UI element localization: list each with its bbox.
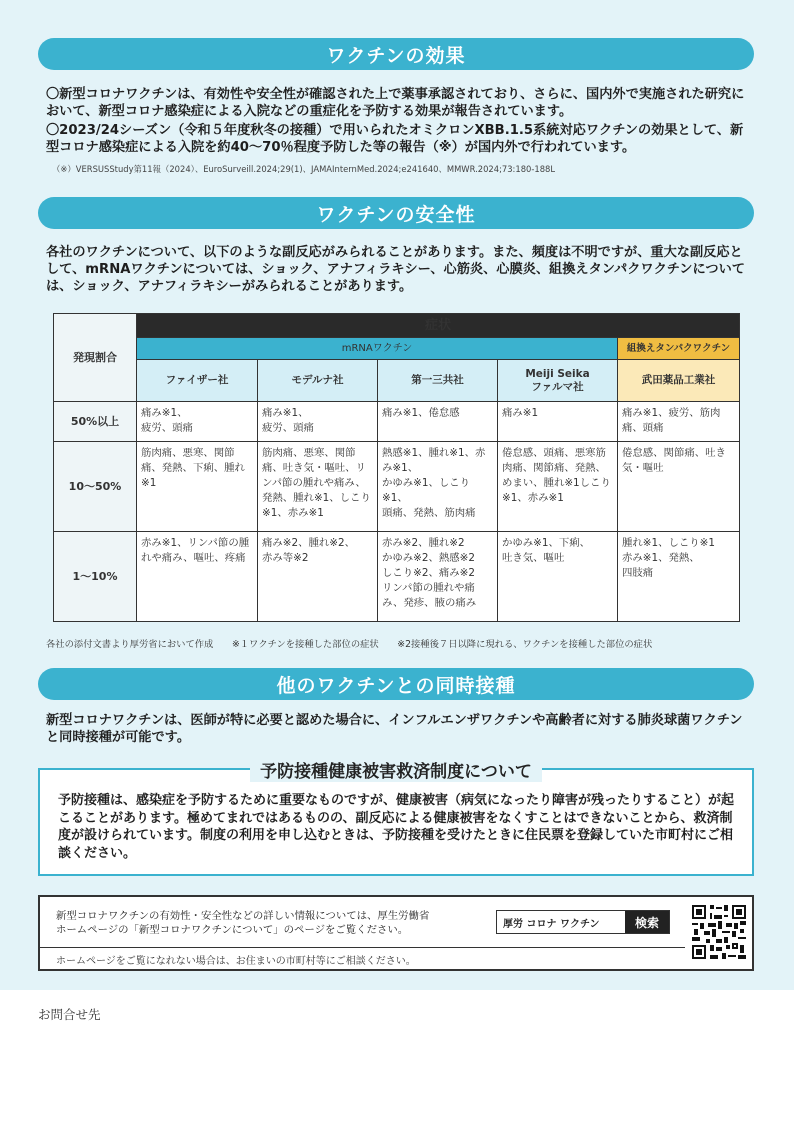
table-cell: 熱感※1、腫れ※1、赤み※1、 かゆみ※1、しこり※1、 頭痛、発熱、筋肉痛 bbox=[378, 442, 498, 532]
effect-paragraph-2: 〇2023/24シーズン（令和５年度秋冬の接種）で用いられたオミクロンXBB.1.5系統対応ワクチンの効果として、新型コロナ感染症による入院を約40～70％程度予防した等の報告（※）が国内外で行われています。 bbox=[46, 123, 744, 155]
rate-header: 発現割合 bbox=[54, 314, 137, 402]
qr-code-icon[interactable] bbox=[690, 903, 748, 961]
table-cell: 赤み※2、腫れ※2 かゆみ※2、熱感※2 しこり※2、痛み※2 リンパ節の腫れや痛み、発疹、腋の痛み bbox=[378, 532, 498, 622]
relief-title: 予防接種健康被害救済制度について bbox=[250, 762, 542, 782]
table-cell: 筋肉痛、悪寒、関節痛、吐き気・嘔吐、リンパ節の腫れや痛み、発熱、腫れ※1、しこり※1、赤み※1 bbox=[258, 442, 378, 532]
simultaneous-text: 新型コロナワクチンは、医師が特に必要と認めた場合に、インフルエンザワクチンや高齢者に対する肺炎球菌ワクチンと同時接種が可能です。 bbox=[46, 713, 743, 745]
simultaneous-title: 他のワクチンとの同時接種 bbox=[38, 668, 754, 700]
table-cell: 倦怠感、関節痛、吐き気・嘔吐 bbox=[618, 442, 740, 532]
safety-title: ワクチンの安全性 bbox=[38, 197, 754, 229]
info-line-1: 新型コロナワクチンの有効性・安全性などの詳しい情報については、厚生労働省 bbox=[56, 910, 430, 922]
company-meiji: Meiji Seika ファルマ社 bbox=[498, 360, 618, 402]
table-notes: 各社の添付文書より厚労省において作成 ※１ワクチンを接種した部位の症状 ※2接種後７日以降に現れる、ワクチンを接種した部位の症状 bbox=[46, 639, 653, 650]
mrna-header: mRNAワクチン bbox=[137, 338, 618, 360]
table-cell: 痛み※1、疲労、筋肉痛、頭痛 bbox=[618, 402, 740, 442]
company-pfizer: ファイザー社 bbox=[137, 360, 258, 402]
protein-header: 組換えタンパクワクチン bbox=[618, 338, 740, 360]
table-cell: 痛み※1、 疲労、頭痛 bbox=[137, 402, 258, 442]
table-cell: かゆみ※1、下痢、 吐き気、嘔吐 bbox=[498, 532, 618, 622]
table-cell: 腫れ※1、しこり※1 赤み※1、発熱、 四肢痛 bbox=[618, 532, 740, 622]
rate-row-1: 50%以上 bbox=[54, 402, 137, 442]
relief-box bbox=[38, 762, 754, 876]
table-cell: 筋肉痛、悪寒、関節痛、発熱、下痢、腫れ※1 bbox=[137, 442, 258, 532]
safety-intro: 各社のワクチンについて、以下のような副反応がみられることがあります。また、頻度は不明ですが、重大な副反応として、mRNAワクチンについては、ショック、アナフィラキシー、心筋炎、心膜炎、組換えタンパクワクチンについては、ショック、アナフィラキシーがみられることがあります。 bbox=[46, 245, 745, 294]
search-button[interactable]: 検索 bbox=[625, 911, 669, 933]
table-cell: 倦怠感、頭痛、悪寒筋肉痛、関節痛、発熱、めまい、腫れ※1しこり※1、赤み※1 bbox=[498, 442, 618, 532]
info-line-2: ホームページの「新型コロナワクチンについて」のページをご覧ください。 bbox=[56, 924, 409, 936]
table-cell: 痛み※1、倦怠感 bbox=[378, 402, 498, 442]
effect-references: （※）VERSUSStudy第11報（2024）、EuroSurveill.2024;29(1)、JAMAInternMed.2024;e241640、MMWR.2024;73:180-188L bbox=[52, 164, 556, 174]
company-takeda: 武田薬品工業社 bbox=[618, 360, 740, 402]
contact-label: お問合せ先 bbox=[38, 1007, 101, 1022]
table-cell: 痛み※1、 疲労、頭痛 bbox=[258, 402, 378, 442]
info-bottom-note: ホームページをご覧になれない場合は、お住まいの市町村等にご相談ください。 bbox=[56, 956, 416, 967]
company-daiichi: 第一三共社 bbox=[378, 360, 498, 402]
search-box[interactable] bbox=[496, 910, 670, 934]
table-cell: 赤み※1、リンパ節の腫れや痛み、嘔吐、疼痛 bbox=[137, 532, 258, 622]
effect-title: ワクチンの効果 bbox=[38, 38, 754, 70]
rate-row-2: 10～50% bbox=[54, 442, 137, 532]
symptom-header: 症状 bbox=[137, 314, 740, 338]
company-moderna: モデルナ社 bbox=[258, 360, 378, 402]
rate-row-3: 1～10% bbox=[54, 532, 137, 622]
side-effects-table bbox=[53, 313, 740, 622]
effect-paragraph-1: 〇新型コロナワクチンは、有効性や安全性が確認された上で薬事承認されており、さらに、国内外で実施された研究において、新型コロナ感染症による入院などの重症化を予防する効果が報告されています。 bbox=[46, 87, 745, 119]
search-term: 厚労 コロナ ワクチン bbox=[503, 918, 600, 930]
table-cell: 痛み※1 bbox=[498, 402, 618, 442]
table-cell: 痛み※2、腫れ※2、 赤み等※2 bbox=[258, 532, 378, 622]
info-box bbox=[38, 895, 754, 971]
relief-text: 予防接種は、感染症を予防するために重要なものですが、健康被害（病気になったり障害が残ったりすること）が起こることがあります。極めてまれではあるものの、副反応による健康被害をなくすことはできないことから、救済制度が設けられています。制度の利用を申し込むときは、予防接種を受けたときに住民票を登録していた市町村にご相談ください。 bbox=[58, 793, 735, 861]
